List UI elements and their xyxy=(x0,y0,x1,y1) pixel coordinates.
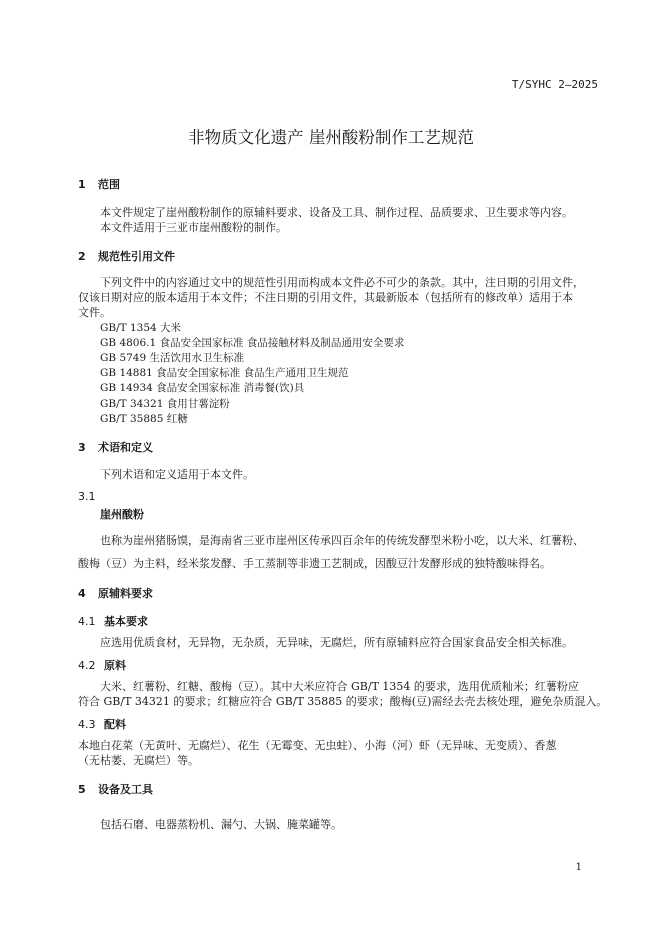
section-title: 术语和定义 xyxy=(98,441,153,454)
paragraph-line: 包括石磨、电器蒸粉机、漏勺、大锅、腌菜罐等。 xyxy=(100,818,342,831)
paragraph-line: 本文件规定了崖州酸粉制作的原辅料要求、设备及工具、制作过程、品质要求、卫生要求等内容。 xyxy=(100,206,573,219)
reference-item: GB/T 35885 红糖 xyxy=(100,413,188,425)
subsection-4-3-heading xyxy=(78,716,126,732)
paragraph-line: （无枯萎、无腐烂）等。 xyxy=(78,754,199,767)
paragraph-line: 本文件适用于三亚市崖州酸粉的制作。 xyxy=(100,221,287,234)
document-number: T/SYHC 2—2025 xyxy=(511,78,598,91)
paragraph-line: 符合 GB/T 34321 的要求；红糖应符合 GB/T 35885 的要求；酸梅(豆)需经去壳去核处理，避免杂质混入。 xyxy=(78,695,608,708)
reference-item: GB 5749 生活饮用水卫生标准 xyxy=(100,352,245,364)
subsection-title: 基本要求 xyxy=(104,615,148,628)
section-title: 范围 xyxy=(98,178,120,191)
section-number: 2 xyxy=(78,250,86,263)
paragraph-line: 文件。 xyxy=(78,306,111,319)
paragraph-line: 应选用优质食材，无异物，无杂质，无异味，无腐烂，所有原辅料应符合国家食品安全相关标准。 xyxy=(100,636,573,649)
section-title: 原辅料要求 xyxy=(98,587,153,600)
reference-item: GB 14881 食品安全国家标准 食品生产通用卫生规范 xyxy=(100,367,349,379)
reference-item: GB/T 34321 食用甘薯淀粉 xyxy=(100,398,230,410)
paragraph-line: 仅该日期对应的版本适用于本文件；不注日期的引用文件，其最新版本（包括所有的修改单）适用于本 xyxy=(78,291,573,304)
section-3-heading xyxy=(78,439,153,455)
reference-item: GB 4806.1 食品安全国家标准 食品接触材料及制品通用安全要求 xyxy=(100,337,405,349)
paragraph-line: 下列文件中的内容通过文中的规范性引用而构成本文件必不可少的条款。其中，注日期的引用文件， xyxy=(100,276,584,289)
paragraph-line: 本地白花菜（无黄叶、无腐烂）、花生（无霉变、无虫蛀）、小海（河）虾（无异味、无变质）、香葱 xyxy=(78,739,557,752)
subsection-4-2-heading xyxy=(78,657,126,673)
document-title: 非物质文化遗产 崖州酸粉制作工艺规范 xyxy=(188,128,474,147)
paragraph-line: 大米、红薯粉、红糖、酸梅（豆）。其中大米应符合 GB/T 1354 的要求，选用优质籼米；红薯粉应 xyxy=(100,680,579,693)
section-number: 1 xyxy=(78,178,86,191)
section-title: 设备及工具 xyxy=(98,783,153,796)
section-2-heading xyxy=(78,248,175,264)
section-number: 4 xyxy=(78,587,86,600)
section-number: 5 xyxy=(78,783,86,796)
reference-item: GB/T 1354 大米 xyxy=(100,322,182,334)
paragraph-line: 下列术语和定义适用于本文件。 xyxy=(100,468,254,481)
section-title: 规范性引用文件 xyxy=(98,250,175,263)
subsection-number: 4.2 xyxy=(78,659,96,672)
subsection-title: 原料 xyxy=(104,659,126,672)
page-number: 1 xyxy=(575,862,582,873)
term-definition-line: 也称为崖州猪肠馍，是海南省三亚市崖州区传承四百余年的传统发酵型米粉小吃，以大米、红薯粉、 xyxy=(100,534,584,547)
subsection-number: 4.1 xyxy=(78,615,96,628)
section-1-heading xyxy=(78,176,120,192)
subsection-title: 配料 xyxy=(104,718,126,731)
term-name: 崖州酸粉 xyxy=(100,508,144,521)
subsection-4-1-heading xyxy=(78,613,148,629)
subsection-number: 4.3 xyxy=(78,718,96,731)
section-4-heading xyxy=(78,585,153,601)
section-number: 3 xyxy=(78,441,86,454)
term-number: 3.1 xyxy=(78,490,96,503)
reference-item: GB 14934 食品安全国家标准 消毒餐(饮)具 xyxy=(100,382,305,394)
term-definition-line: 酸梅（豆）为主料，经米浆发酵、手工蒸制等非遗工艺制成，因酸豆汁发酵形成的独特酸味得名。 xyxy=(78,557,551,570)
section-5-heading xyxy=(78,781,153,797)
